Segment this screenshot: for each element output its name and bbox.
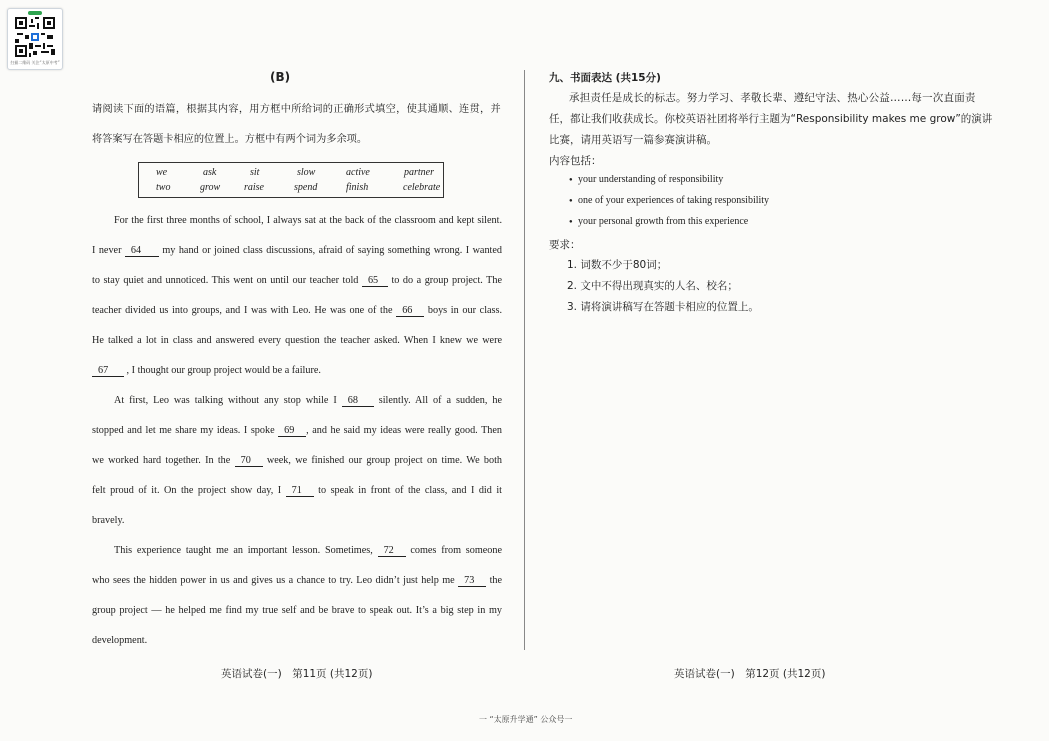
blank-68[interactable]: 68 — [342, 396, 374, 407]
word: partner — [404, 167, 434, 178]
word: celebrate — [403, 182, 441, 193]
passage-line: teacher divided us into groups, and I was with Leo. He was one of the 66 boys in our class. — [92, 305, 503, 316]
passage-line: stopped and let me share my ideas. I spoke 69 , and he said my ideas were really good. Then — [92, 425, 503, 436]
blank-72[interactable]: 72 — [378, 546, 406, 557]
passage-line: felt proud of it. On the project show day, I 71 to speak in front of the class, and I did it — [92, 485, 502, 496]
word: active — [346, 167, 370, 178]
content-label: 内容包括： — [549, 155, 602, 167]
page-footer-left: 英语试卷(一) 第11页 (共12页) — [221, 668, 373, 680]
passage-line: who sees the hidden power in us and gives us a chance to try. Leo didn’t just help me 73 the — [92, 575, 503, 586]
blank-73[interactable]: 73 — [458, 576, 486, 587]
requirements-label: 要求： — [549, 239, 581, 251]
writing-prompt-line-3: 比赛，请用英语写一篇参赛演讲稿。 — [549, 134, 717, 146]
writing-heading: 九、书面表达 (共15分) — [549, 72, 661, 84]
passage-line: I never 64 my hand or joined class discussions, afraid of saying something wrong. I wanted — [92, 245, 502, 256]
blank-65[interactable]: 65 — [362, 276, 388, 287]
instruction-line-2: 将答案写在答题卡相应的位置上。方框中有两个词为多余项。 — [92, 134, 368, 145]
section-title: (B) — [270, 70, 291, 84]
passage-line: This experience taught me an important lesson. Sometimes, 72 comes from someone — [114, 545, 503, 556]
word: slow — [297, 167, 316, 178]
blank-69[interactable]: 69 — [278, 426, 306, 437]
word-box — [138, 162, 444, 198]
word: spend — [294, 182, 318, 193]
word: ask — [203, 167, 217, 178]
passage-line: group project — he helped me find my true self and be brave to speak out. It’s a big step in my — [92, 605, 502, 616]
passage-line: At first, Leo was talking without any stop while I 68 silently. All of a sudden, he — [114, 395, 503, 406]
requirement-item: 1. 词数不少于80词； — [567, 259, 668, 271]
passage-line: to stay quiet and unnoticed. This went on until our teacher told 65 to do a group project. The — [92, 275, 503, 286]
content-bullet: ● one of your experiences of taking responsibility — [578, 195, 769, 206]
blank-66[interactable]: 66 — [396, 306, 424, 317]
blank-71[interactable]: 71 — [286, 486, 314, 497]
word: we — [156, 167, 168, 178]
writing-prompt-line-1: 承担责任是成长的标志。努力学习、孝敬长辈、遵纪守法、热心公益……每一次直面责 — [569, 92, 976, 104]
column-divider — [524, 70, 525, 650]
passage-line: 67 , I thought our group project would be a failure. — [92, 365, 502, 377]
page-footer-right: 英语试卷(一) 第12页 (共12页) — [674, 668, 826, 680]
content-bullet: ● your understanding of responsibility — [578, 174, 723, 185]
qr-code-widget[interactable] — [7, 8, 63, 70]
widget-handle — [28, 11, 42, 15]
blank-70[interactable]: 70 — [235, 456, 263, 467]
requirement-item: 3. 请将演讲稿写在答题卡相应的位置上。 — [567, 301, 759, 313]
word: grow — [200, 182, 221, 193]
blank-67[interactable]: 67 — [92, 366, 124, 377]
requirement-item: 2. 文中不得出现真实的人名、校名； — [567, 280, 738, 292]
word: sit — [250, 167, 260, 178]
bottom-watermark: 一 “太原升学通” 公众号一 — [479, 715, 573, 724]
word: raise — [244, 182, 264, 193]
passage-line: development. — [92, 635, 148, 646]
content-bullet: ● your personal growth from this experience — [578, 216, 748, 227]
writing-prompt-line-2: 任，都让我们收获成长。你校英语社团将举行主题为“Responsibility makes me grow”的演讲 — [549, 113, 993, 125]
qr-code-icon — [15, 17, 55, 57]
passage-line: He talked a lot in class and answered every question the teacher asked. When I knew we were — [92, 335, 502, 346]
word: two — [156, 182, 171, 193]
passage-line: we worked hard together. In the 70 week, we finished our group project on time. We both — [92, 455, 503, 466]
instruction-line-1: 请阅读下面的语篇，根据其内容，用方框中所给词的正确形式填空，使其通顺、连贯，并 — [92, 104, 502, 115]
passage-line: For the first three months of school, I always sat at the back of the classroom and kept silent. — [114, 215, 502, 226]
qr-caption: 扫描二维码 关注“太原中考” — [10, 60, 60, 65]
word: finish — [346, 182, 369, 193]
blank-64[interactable]: 64 — [125, 246, 159, 257]
passage-line: bravely. — [92, 515, 125, 526]
